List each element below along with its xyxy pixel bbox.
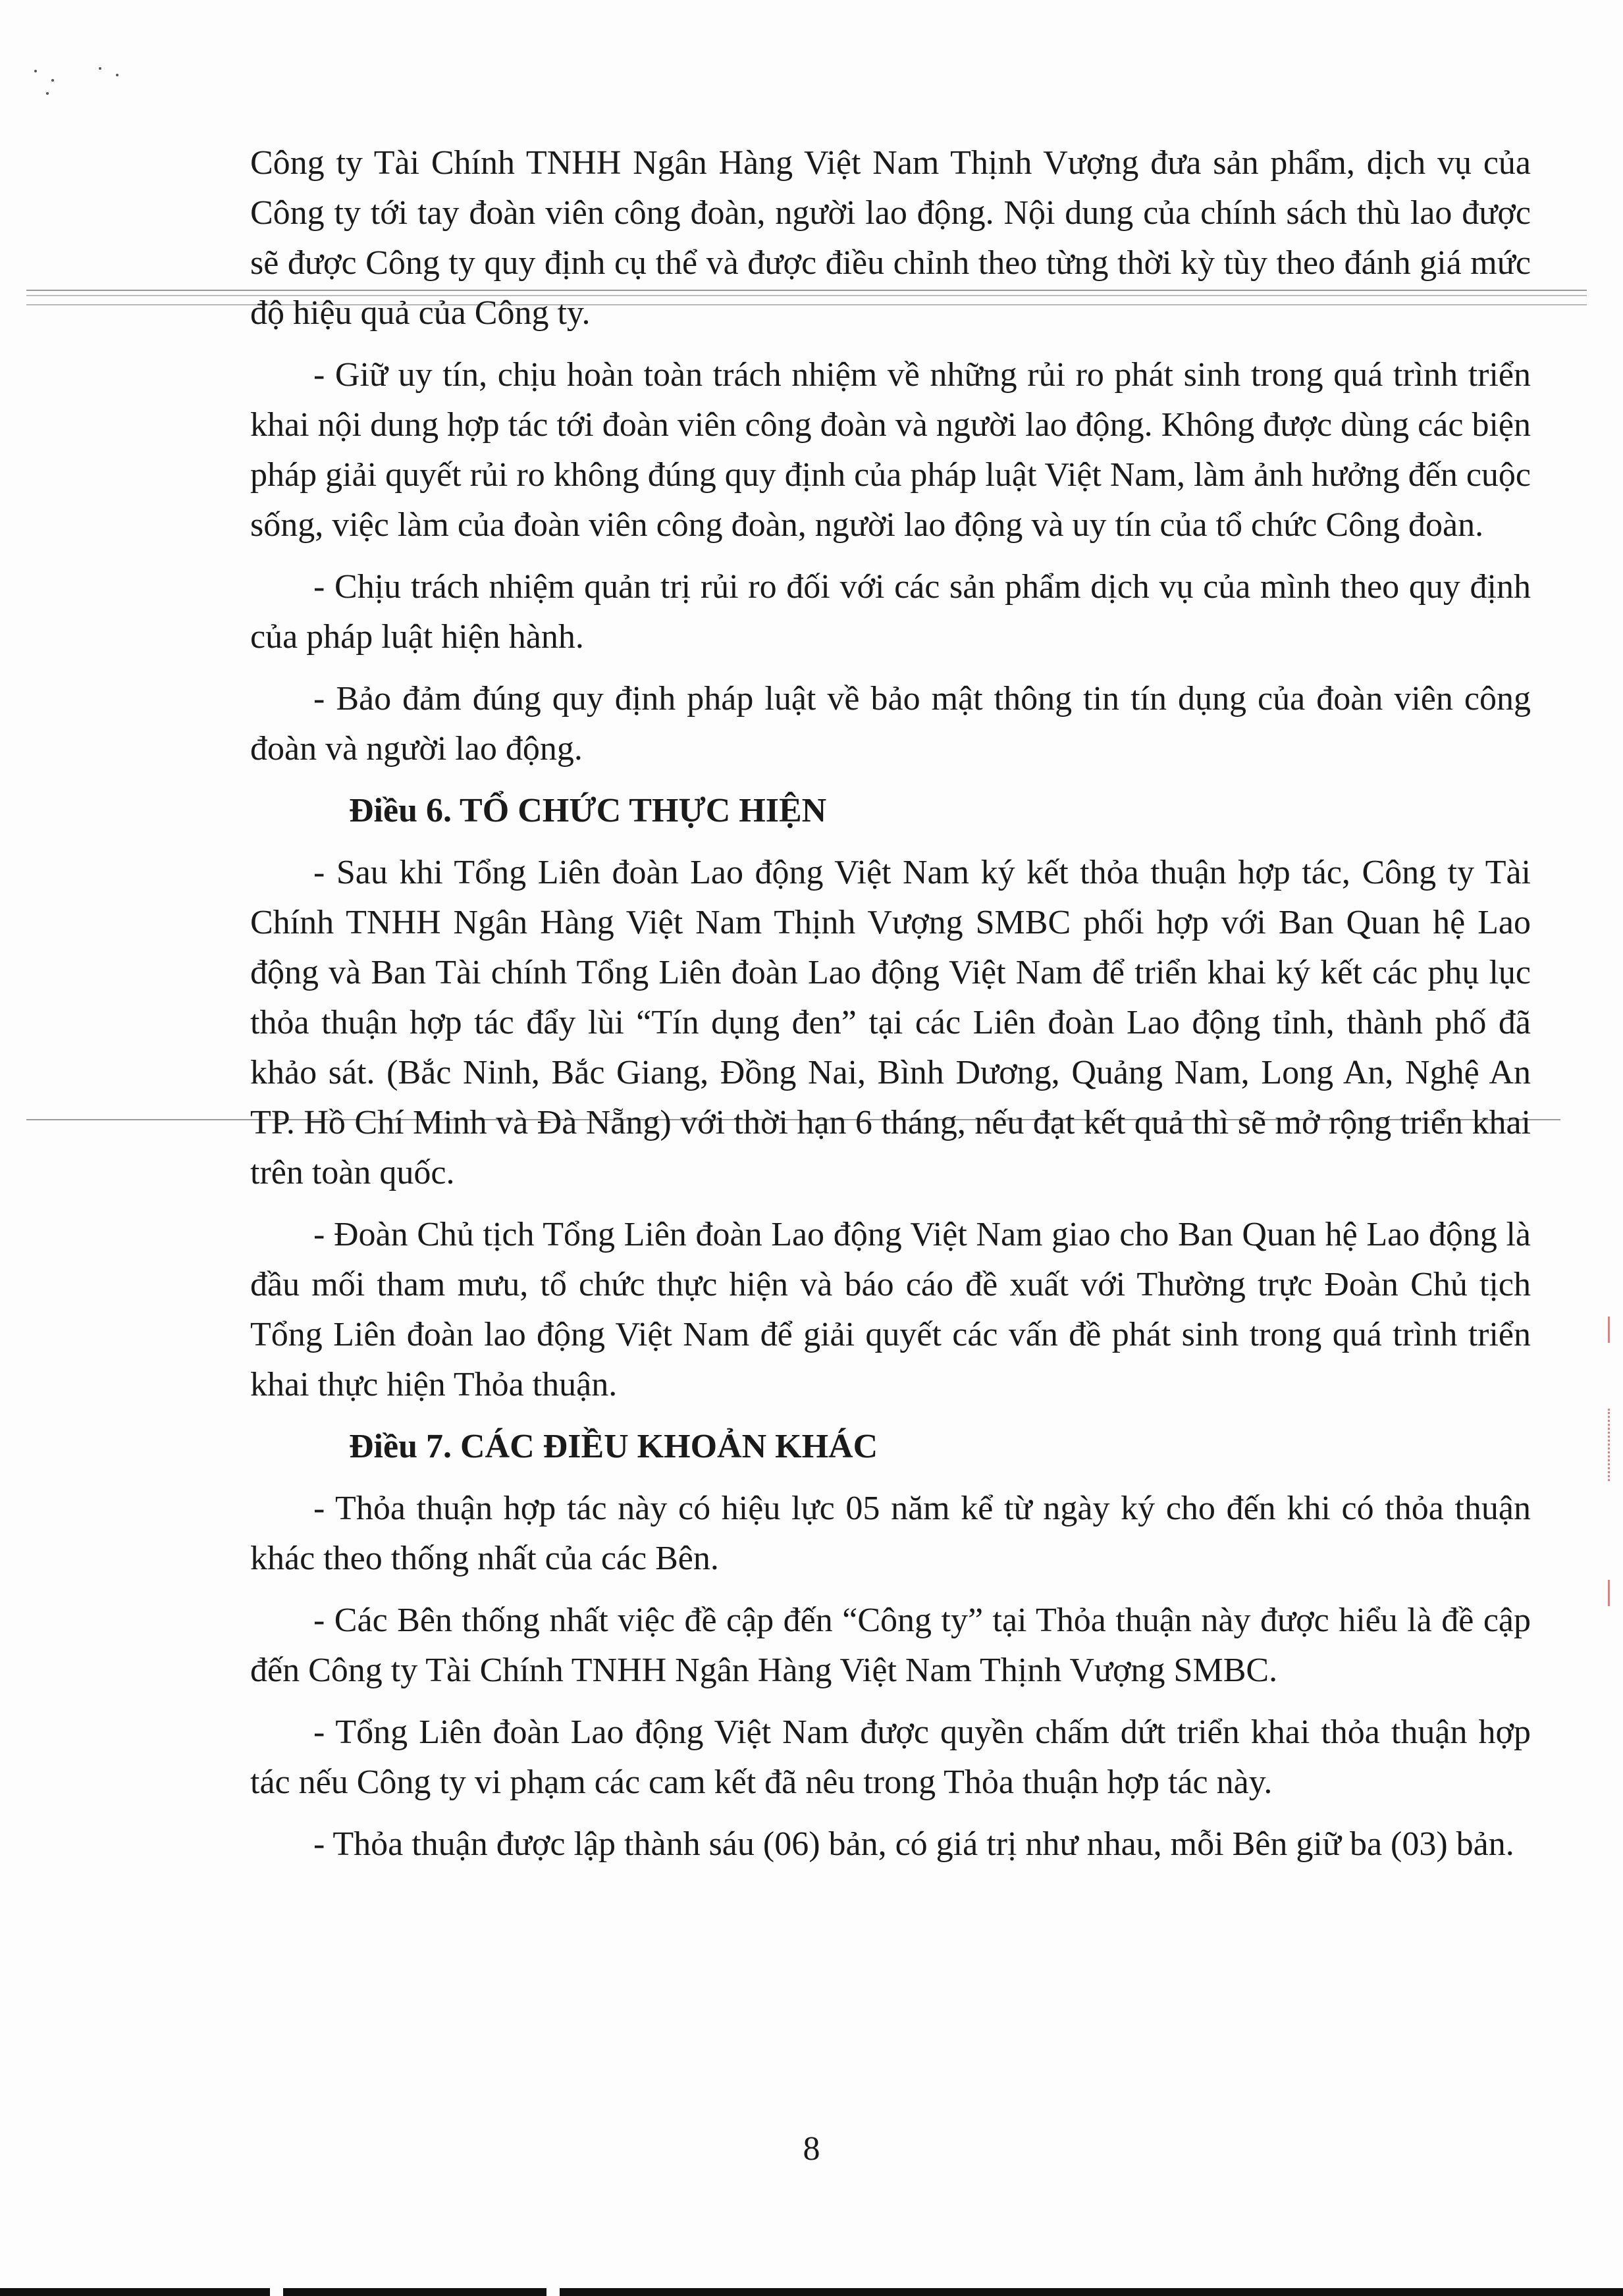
paragraph-bullet: - Giữ uy tín, chịu hoàn toàn trách nhiệm về những rủi ro phát sinh trong quá trình triển khai nội dung hợp tác tới đoàn viên công đoàn và người lao động. Không được dùng các biện pháp giải quyết rủi ro không đúng quy định của pháp luật Việt Nam, làm ảnh hưởng đến cuộc sống, việc làm của đoàn viên công đoàn, người lao động và uy tín của tổ chức Công đoàn.: [250, 356, 1531, 544]
scan-speck: [116, 74, 119, 76]
paragraph-bullet: - Đoàn Chủ tịch Tổng Liên đoàn Lao động Việt Nam giao cho Ban Quan hệ Lao động là đầu mối tham mưu, tổ chức thực hiện và báo cáo đề xuất với Thường trực Đoàn Chủ tịch Tổng Liên đoàn lao động Việt Nam để giải quyết các vấn đề phát sinh trong quá trình triển khai thực hiện Thỏa thuận.: [250, 1216, 1531, 1403]
scan-edge-bar: [283, 2288, 546, 2296]
paragraph-continuation: Công ty Tài Chính TNHH Ngân Hàng Việt Nam Thịnh Vượng đưa sản phẩm, dịch vụ của Công ty tới tay đoàn viên công đoàn, người lao động. Nội dung của chính sách thù lao được sẽ được Công ty quy định cụ thể và được điều chỉnh theo từng thời kỳ tùy theo đánh giá mức độ hiệu quả của Công ty.: [250, 144, 1531, 332]
scan-speck: [51, 79, 54, 82]
scan-speck: [34, 70, 37, 72]
paragraph-bullet: - Sau khi Tổng Liên đoàn Lao động Việt Nam ký kết thỏa thuận hợp tác, Công ty Tài Chính TNHH Ngân Hàng Việt Nam Thịnh Vượng SMBC phối hợp với Ban Quan hệ Lao động và Ban Tài chính Tổng Liên đoàn Lao động Việt Nam để triển khai ký kết các phụ lục thỏa thuận hợp tác đẩy lùi “Tín dụng đen” tại các Liên đoàn Lao động tỉnh, thành phố đã khảo sát. (Bắc Ninh, Bắc Giang, Đồng Nai, Bình Dương, Quảng Nam, Long An, Nghệ An TP. Hồ Chí Minh và Đà Nẵng) với thời hạn 6 tháng, nếu đạt kết quả thì sẽ mở rộng triển khai trên toàn quốc.: [250, 854, 1531, 1191]
paragraph-bullet: - Thỏa thuận hợp tác này có hiệu lực 05 năm kể từ ngày ký cho đến khi có thỏa thuận khác theo thống nhất của các Bên.: [250, 1490, 1531, 1577]
paragraph-bullet: - Thỏa thuận được lập thành sáu (06) bản, có giá trị như nhau, mỗi Bên giữ ba (03) bản.: [313, 1825, 1514, 1863]
scan-speck: [46, 92, 49, 95]
paragraph-bullet: - Các Bên thống nhất việc đề cập đến “Công ty” tại Thỏa thuận này được hiểu là đề cập đến Công ty Tài Chính TNHH Ngân Hàng Việt Nam Thịnh Vượng SMBC.: [250, 1602, 1531, 1689]
scan-speck: [99, 67, 101, 70]
stamp-bleed-mark: [1608, 1317, 1623, 1343]
page-number: 8: [803, 2130, 820, 2168]
scan-edge-bar: [560, 2288, 1623, 2296]
stamp-bleed-mark: [1608, 1580, 1623, 1606]
paragraph-bullet: - Bảo đảm đúng quy định pháp luật về bảo mật thông tin tín dụng của đoàn viên công đoàn và người lao động.: [250, 680, 1531, 768]
scan-edge-bar: [0, 2288, 270, 2296]
document-body: [250, 138, 1531, 1881]
section-heading-dieu-7: Điều 7. CÁC ĐIỀU KHOẢN KHÁC: [349, 1428, 878, 1465]
paragraph-bullet: - Tổng Liên đoàn Lao động Việt Nam được quyền chấm dứt triển khai thỏa thuận hợp tác nếu Công ty vi phạm các cam kết đã nêu trong Thỏa thuận hợp tác này.: [250, 1713, 1531, 1801]
stamp-bleed-mark: [1608, 1409, 1623, 1481]
paragraph-bullet: - Chịu trách nhiệm quản trị rủi ro đối với các sản phẩm dịch vụ của mình theo quy định của pháp luật hiện hành.: [250, 568, 1531, 656]
section-heading-dieu-6: Điều 6. TỔ CHỨC THỰC HIỆN: [349, 792, 827, 829]
